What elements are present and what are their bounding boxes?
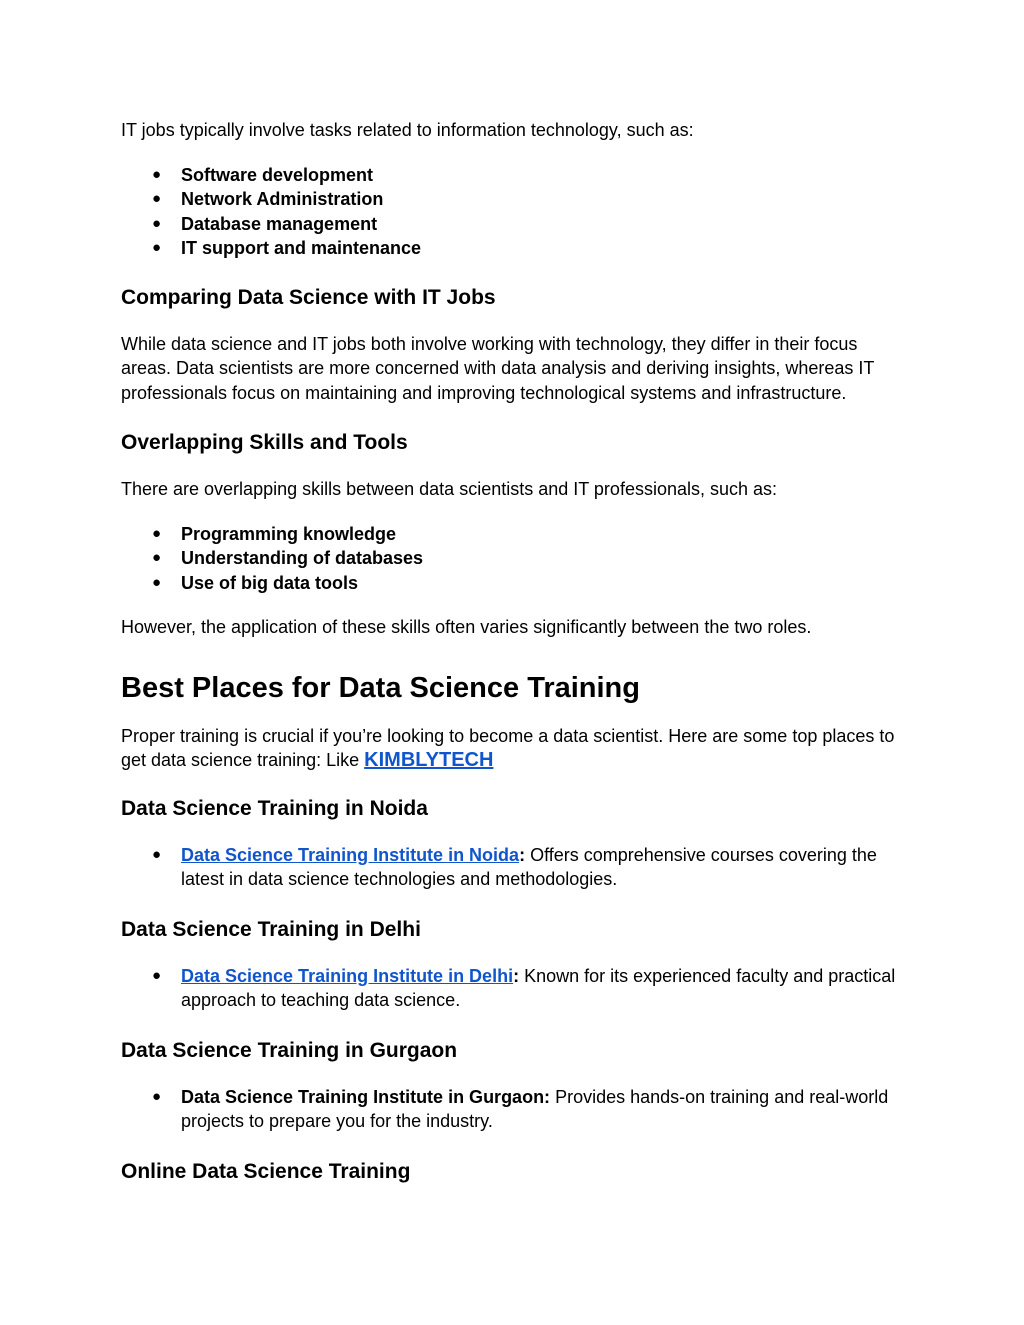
- bullet-icon: ●: [152, 214, 162, 232]
- kimblytech-link[interactable]: KIMBLYTECH: [364, 749, 494, 771]
- heading-online: Online Data Science Training: [121, 1159, 411, 1183]
- overlap-skills-list: [121, 522, 911, 596]
- bullet-icon: ●: [152, 549, 162, 566]
- bullet-icon: ●: [152, 524, 162, 542]
- intro-paragraph: IT jobs typically involve tasks related to information technology, such as:: [121, 120, 694, 140]
- list-item: ● Programming knowledge: [181, 522, 911, 547]
- list-item: ● Database management: [181, 212, 911, 237]
- list-item: ● IT support and maintenance: [181, 236, 911, 261]
- bullet-icon: ●: [152, 573, 162, 591]
- overlap-paragraph: There are overlapping skills between data scientists and IT professionals, such as:: [121, 479, 778, 499]
- bullet-icon: ●: [152, 239, 162, 256]
- list-item: ● Network Administration: [181, 187, 911, 212]
- heading-delhi: Data Science Training in Delhi: [121, 917, 421, 941]
- however-paragraph: However, the application of these skills often varies significantly between the two roles.: [121, 617, 812, 637]
- comparing-paragraph: While data science and IT jobs both involve working with technology, they differ in their focus areas. Data scientists are more concerned with data analysis and deriving insights, whereas IT professionals focus on maintaining and improving technological systems and infrastructure.: [121, 333, 875, 403]
- delhi-institute-link[interactable]: Data Science Training Institute in Delhi: [181, 965, 514, 986]
- noida-list: [121, 843, 911, 892]
- proper-training-paragraph: Proper training is crucial if you’re looking to become a data scientist. Here are some top places to get data science training: Like KIMBLYTECH: [121, 725, 895, 771]
- it-tasks-list: [121, 163, 911, 261]
- noida-institute-link[interactable]: Data Science Training Institute in Noida: [181, 844, 520, 865]
- delhi-list: [121, 964, 911, 1013]
- heading-noida: Data Science Training in Noida: [121, 796, 428, 820]
- list-item: ● Data Science Training Institute in Gurgaon: Provides hands-on training and real-world projects to prepare you for the industry.: [152, 1086, 889, 1131]
- heading-gurgaon: Data Science Training in Gurgaon: [121, 1038, 458, 1062]
- bullet-icon: ●: [152, 966, 162, 984]
- heading-comparing: Comparing Data Science with IT Jobs: [121, 285, 496, 309]
- bullet-icon: ●: [152, 165, 162, 183]
- document-page: [121, 118, 911, 1186]
- bullet-icon: ●: [152, 190, 162, 207]
- bullet-icon: ●: [152, 845, 162, 863]
- bullet-icon: ●: [152, 1087, 162, 1105]
- gurgaon-institute-label: Data Science Training Institute in Gurgaon:: [181, 1086, 551, 1107]
- heading-best-places: Best Places for Data Science Training: [121, 671, 640, 704]
- list-item: ● Use of big data tools: [181, 571, 911, 596]
- list-item: ● Data Science Training Institute in Delhi: Known for its experienced faculty and practical approach to teaching data science.: [152, 965, 896, 1010]
- list-item: ● Data Science Training Institute in Noida: Offers comprehensive courses covering the latest in data science technologies and methodologies.: [152, 844, 877, 889]
- list-item: ● Software development: [181, 163, 911, 188]
- heading-overlapping: Overlapping Skills and Tools: [121, 431, 408, 454]
- list-item: ● Understanding of databases: [181, 546, 911, 571]
- gurgaon-list: [121, 1085, 911, 1134]
